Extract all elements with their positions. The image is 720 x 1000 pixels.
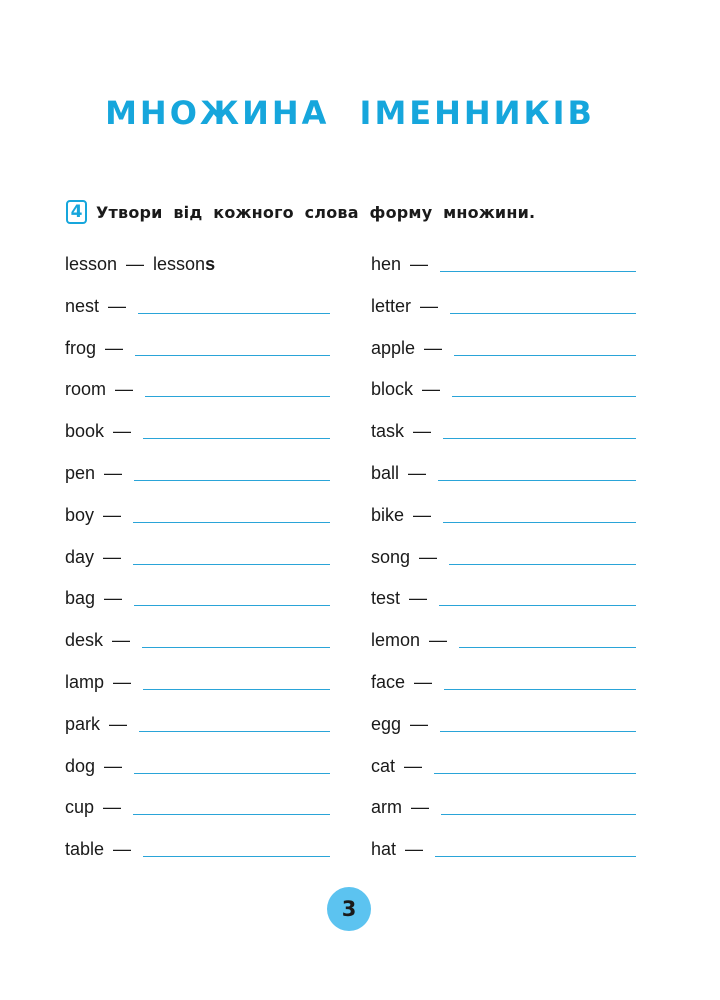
answer-blank-line[interactable] — [449, 546, 636, 565]
dash: — — [105, 337, 124, 358]
word-row-right — [371, 290, 636, 332]
dash: — — [410, 254, 429, 274]
dash: — — [409, 588, 428, 609]
dash: — — [126, 254, 145, 274]
answer-blank-line[interactable] — [138, 295, 330, 314]
answer-blank-line[interactable] — [440, 253, 636, 272]
word-row-right — [371, 708, 636, 750]
dash: — — [104, 588, 123, 609]
word-label: nest — [65, 295, 100, 316]
word-label: arm — [371, 797, 402, 818]
answer-blank-line[interactable] — [452, 378, 636, 397]
answer-blank-line[interactable] — [143, 420, 330, 439]
answer-blank-line[interactable] — [443, 504, 636, 523]
dash: — — [109, 713, 128, 734]
dash: — — [104, 755, 123, 776]
word-label: ball — [371, 462, 400, 483]
answer-blank-line[interactable] — [441, 796, 636, 815]
word-row-left — [65, 666, 330, 708]
task-instruction: Утвори від кожного слова форму множини. — [96, 202, 536, 222]
word-label: book — [65, 421, 105, 442]
word-label: bag — [65, 588, 96, 609]
word-label: apple — [371, 337, 416, 358]
answer-blank-line[interactable] — [454, 337, 636, 356]
example-word: lesson — [65, 254, 118, 274]
word-row-left — [65, 791, 330, 833]
answer-blank-line[interactable] — [440, 713, 636, 732]
task-header — [66, 200, 535, 224]
word-row-right — [371, 624, 636, 666]
answer-blank-line[interactable] — [438, 462, 636, 481]
dash: — — [413, 421, 432, 442]
dash: — — [414, 671, 433, 692]
word-label: cup — [65, 797, 95, 818]
right-word-column — [371, 248, 636, 875]
dash: — — [103, 546, 122, 567]
answer-blank-line[interactable] — [439, 587, 636, 606]
word-row-left — [65, 708, 330, 750]
word-row-right — [371, 415, 636, 457]
word-label: song — [371, 546, 411, 567]
word-label: frog — [65, 337, 97, 358]
answer-blank-line[interactable] — [134, 462, 330, 481]
answer-blank-line[interactable] — [434, 755, 636, 774]
dash: — — [113, 671, 132, 692]
task-number-badge: 4 — [66, 200, 87, 224]
word-label: dog — [65, 755, 96, 776]
dash: — — [410, 713, 429, 734]
word-row-right — [371, 499, 636, 541]
answer-blank-line[interactable] — [444, 671, 636, 690]
word-row-left — [65, 624, 330, 666]
dash: — — [408, 462, 427, 483]
answer-blank-line[interactable] — [145, 378, 330, 397]
dash: — — [420, 295, 439, 316]
word-row-left — [65, 332, 330, 374]
word-row-right — [371, 332, 636, 374]
word-row-left — [65, 290, 330, 332]
word-label: hat — [371, 839, 397, 860]
dash: — — [113, 421, 132, 442]
word-label: lamp — [65, 671, 105, 692]
word-label: day — [65, 546, 95, 567]
answer-blank-line[interactable] — [134, 755, 330, 774]
word-row-left — [65, 541, 330, 583]
word-label: pen — [65, 462, 96, 483]
answer-blank-line[interactable] — [143, 838, 330, 857]
dash: — — [429, 630, 448, 651]
dash: — — [413, 504, 432, 525]
answer-blank-line[interactable] — [135, 337, 330, 356]
example-answer — [153, 253, 215, 275]
page-title: МНОЖИНА ІМЕННИКІВ — [105, 94, 595, 132]
answer-blank-line[interactable] — [450, 295, 636, 314]
dash: — — [112, 630, 131, 651]
word-label: task — [371, 421, 405, 442]
word-label: block — [371, 379, 414, 400]
word-label: park — [65, 713, 101, 734]
word-label: test — [371, 588, 401, 609]
dash: — — [404, 755, 423, 776]
answer-blank-line[interactable] — [435, 838, 636, 857]
word-row-right — [371, 248, 636, 290]
dash: — — [422, 379, 441, 400]
word-label: room — [65, 379, 107, 400]
example-answer-suffix: s — [205, 254, 216, 274]
answer-blank-line[interactable] — [143, 671, 330, 690]
word-row-left — [65, 457, 330, 499]
word-row-right — [371, 457, 636, 499]
word-row-right — [371, 373, 636, 415]
example-answer-stem: lesson — [153, 254, 206, 274]
dash: — — [419, 546, 438, 567]
word-row-right — [371, 666, 636, 708]
word-row-right — [371, 750, 636, 792]
word-row-left — [65, 750, 330, 792]
answer-blank-line[interactable] — [133, 796, 330, 815]
word-label: cat — [371, 755, 396, 776]
word-row-left — [65, 582, 330, 624]
word-label: desk — [65, 630, 104, 651]
word-row-right — [371, 833, 636, 875]
word-row-left — [65, 373, 330, 415]
answer-blank-line[interactable] — [459, 629, 636, 648]
word-label: egg — [371, 713, 402, 734]
word-label: lemon — [371, 630, 421, 651]
answer-blank-line[interactable] — [139, 713, 330, 732]
dash: — — [405, 839, 424, 860]
answer-blank-line[interactable] — [134, 587, 330, 606]
dash: — — [108, 295, 127, 316]
word-row-left — [65, 833, 330, 875]
dash: — — [103, 504, 122, 525]
word-row-left — [65, 499, 330, 541]
word-label: face — [371, 671, 406, 692]
left-word-column — [65, 248, 330, 875]
word-label: bike — [371, 504, 405, 525]
word-row-left — [65, 415, 330, 457]
word-label: table — [65, 839, 105, 860]
example-row — [65, 248, 330, 290]
dash: — — [113, 839, 132, 860]
answer-blank-line[interactable] — [142, 629, 330, 648]
word-label: boy — [65, 504, 95, 525]
word-row-right — [371, 791, 636, 833]
answer-blank-line[interactable] — [133, 504, 330, 523]
answer-blank-line[interactable] — [133, 546, 330, 565]
dash: — — [115, 379, 134, 400]
dash: — — [103, 797, 122, 818]
word-row-right — [371, 541, 636, 583]
dash: — — [424, 337, 443, 358]
word-label: hen — [371, 254, 402, 274]
page-number-badge: 3 — [327, 887, 371, 931]
dash: — — [411, 797, 429, 818]
dash: — — [104, 462, 123, 483]
word-label: letter — [371, 295, 412, 316]
answer-blank-line[interactable] — [443, 420, 636, 439]
word-row-right — [371, 582, 636, 624]
